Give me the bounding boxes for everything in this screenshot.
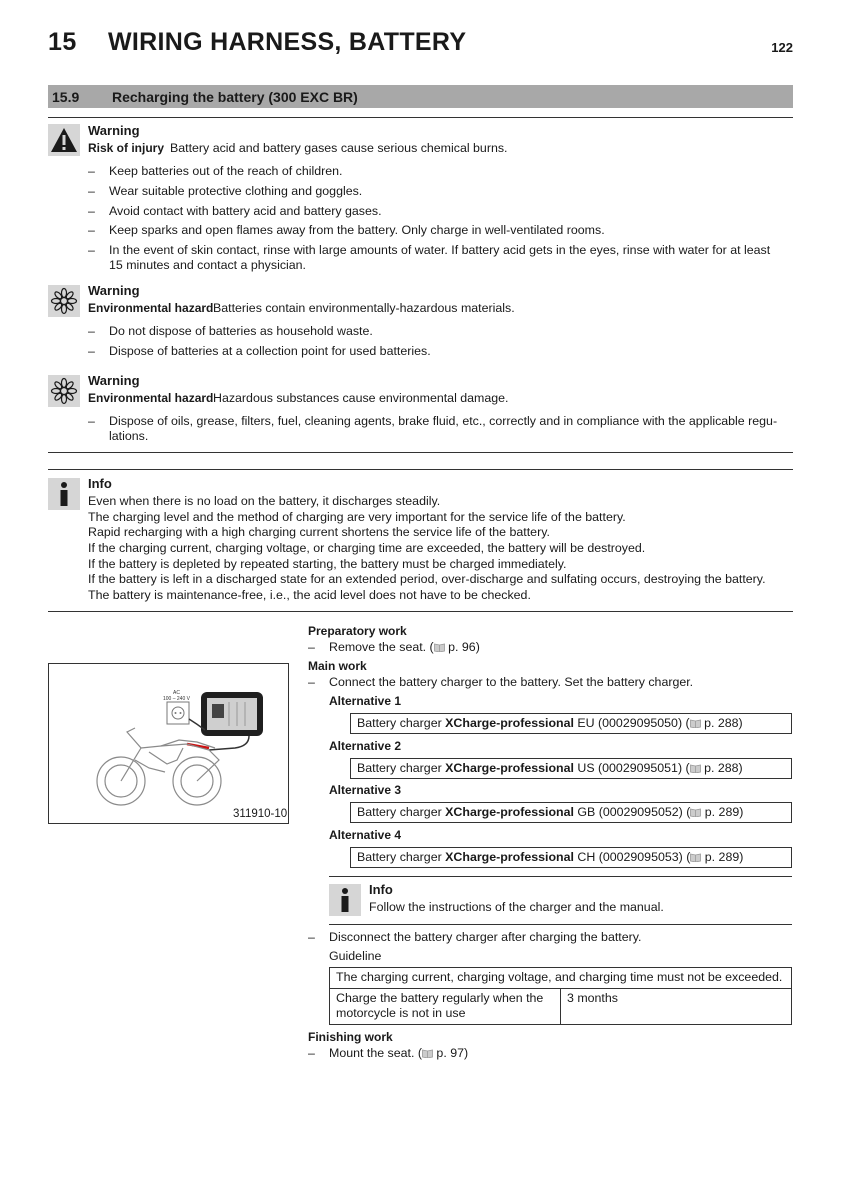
- alternative-label: Alternative 3: [329, 783, 402, 797]
- divider: [48, 469, 793, 470]
- list-item: In the event of skin contact, rinse with large amounts of water. If battery acid gets in the eyes, rinse with water for at least: [109, 243, 771, 257]
- list-dash: –: [88, 223, 95, 237]
- chapter-number: 15: [48, 28, 77, 56]
- charger-illustration: [49, 664, 288, 823]
- page-ref[interactable]: p. 288): [700, 761, 743, 775]
- hazard-text: Hazardous substances cause environmental damage.: [213, 391, 509, 405]
- main-step: Disconnect the battery charger after charging the battery.: [329, 930, 642, 944]
- section-title: Recharging the battery (300 EXC BR): [112, 89, 358, 105]
- voltage-label: 100 – 240 V: [163, 696, 190, 702]
- list-dash: –: [88, 344, 95, 358]
- prep-step-text: Remove the seat. (: [329, 640, 434, 654]
- list-item: Do not dispose of batteries as household waste.: [109, 324, 373, 338]
- info-line: The battery is maintenance-free, i.e., the acid level does not have to be checked.: [88, 588, 531, 602]
- main-step: Connect the battery charger to the battery. Set the battery charger.: [329, 675, 694, 689]
- guideline-label: Guideline: [329, 949, 382, 963]
- divider: [329, 924, 792, 925]
- charger-model: XCharge-professional: [445, 716, 574, 730]
- charger-text: Battery charger: [357, 850, 446, 864]
- list-dash: –: [88, 164, 95, 178]
- charger-code: EU (00029095050) (: [573, 716, 690, 730]
- list-item: Wear suitable protective clothing and goggles.: [109, 184, 363, 198]
- list-item-continued: lations.: [109, 429, 149, 443]
- hazard-text: Battery acid and battery gases cause serious chemical burns.: [170, 141, 508, 155]
- hazard-label: Environmental hazard: [88, 391, 214, 405]
- list-dash: –: [88, 243, 95, 257]
- divider: [48, 611, 793, 612]
- prep-step-ref[interactable]: p. 96): [444, 640, 480, 654]
- list-dash: –: [308, 930, 315, 944]
- info-line: Even when there is no load on the battery, it discharges steadily.: [88, 494, 441, 508]
- charger-code: US (00029095051) (: [573, 761, 690, 775]
- book-icon: [434, 641, 445, 650]
- finish-step-text: Mount the seat. (: [329, 1046, 422, 1060]
- list-dash: –: [308, 1046, 315, 1060]
- list-item: Dispose of oils, grease, filters, fuel, cleaning agents, brake fluid, etc., correctly and in compliance with the applicable regu-: [109, 414, 778, 428]
- finish-step: [329, 1046, 468, 1062]
- charger-option-row: [350, 802, 792, 823]
- table-label-line: motorcycle is not in use: [336, 1006, 466, 1021]
- list-dash: –: [88, 204, 95, 218]
- charger-code: CH (00029095053) (: [573, 850, 691, 864]
- alternative-label: Alternative 2: [329, 739, 402, 753]
- charger-model: XCharge-professional: [445, 850, 574, 864]
- info-line: If the battery is depleted by repeated starting, the battery must be charged immediately.: [88, 557, 567, 571]
- charger-model: XCharge-professional: [445, 761, 574, 775]
- ac-label: AC: [173, 690, 180, 696]
- list-item: Dispose of batteries at a collection point for used batteries.: [109, 344, 431, 358]
- divider: [329, 876, 792, 877]
- alternative-label: Alternative 1: [329, 694, 402, 708]
- charger-option-row: [350, 847, 792, 868]
- info-line: Rapid recharging with a high charging current shortens the service life of the battery.: [88, 525, 550, 539]
- info-icon: [48, 478, 80, 510]
- warning-title: Warning: [88, 123, 140, 138]
- charger-code: GB (00029095052) (: [573, 805, 691, 819]
- section-number: 15.9: [52, 89, 80, 105]
- list-item: Keep sparks and open flames away from the battery. Only charge in well-ventilated rooms.: [109, 223, 605, 237]
- info-line: If the battery is left in a discharged state for an extended period, over-discharge and sulfating occurs, destroying the battery.: [88, 572, 766, 586]
- charger-text: Battery charger: [357, 716, 446, 730]
- table-label-line: Charge the battery regularly when the: [336, 990, 544, 1005]
- chapter-title: WIRING HARNESS, BATTERY: [108, 28, 467, 56]
- info-title: Info: [88, 476, 112, 491]
- list-item-continued: 15 minutes and contact a physician.: [109, 258, 306, 272]
- warning-title: Warning: [88, 373, 140, 388]
- hazard-label: Risk of injury: [88, 141, 165, 155]
- list-item: Keep batteries out of the reach of children.: [109, 164, 343, 178]
- book-icon: [690, 760, 701, 769]
- finish-step-ref[interactable]: p. 97): [432, 1046, 469, 1060]
- info-line: If the charging current, charging voltage, or charging time are exceeded, the battery will be destroyed.: [88, 541, 646, 555]
- charger-text: Battery charger: [357, 761, 446, 775]
- guideline-table: [329, 967, 792, 1025]
- environment-flower-icon: [48, 285, 80, 317]
- book-icon: [690, 804, 701, 813]
- page-ref[interactable]: p. 289): [701, 850, 744, 864]
- prep-step: [329, 640, 480, 656]
- table-cell-value: 3 months: [561, 988, 792, 1024]
- figure-caption: 311910-10: [233, 808, 288, 820]
- info-line: The charging level and the method of charging are very important for the service life of the battery.: [88, 510, 626, 524]
- list-dash: –: [308, 640, 315, 654]
- preparatory-work-heading: Preparatory work: [308, 624, 407, 638]
- page-ref[interactable]: p. 288): [700, 716, 743, 730]
- main-work-heading: Main work: [308, 659, 367, 673]
- warning-triangle-icon: [48, 124, 80, 156]
- divider: [48, 452, 793, 453]
- table-header: The charging current, charging voltage, and charging time must not be exceeded.: [330, 968, 792, 989]
- info-title: Info: [369, 882, 393, 897]
- environment-flower-icon: [48, 375, 80, 407]
- alternative-label: Alternative 4: [329, 828, 402, 842]
- divider: [48, 117, 793, 118]
- hazard-text: Batteries contain environmentally-hazardous materials.: [213, 301, 515, 315]
- page-number: 122: [771, 40, 793, 55]
- charger-option-row: [350, 758, 792, 779]
- page-ref[interactable]: p. 289): [701, 805, 744, 819]
- charger-option-row: [350, 713, 792, 734]
- list-dash: –: [88, 184, 95, 198]
- book-icon: [690, 849, 701, 858]
- book-icon: [690, 715, 701, 724]
- warning-title: Warning: [88, 283, 140, 298]
- table-cell-label: [330, 988, 561, 1024]
- list-item: Avoid contact with battery acid and battery gases.: [109, 204, 382, 218]
- charger-model: XCharge-professional: [445, 805, 574, 819]
- figure-battery-charger: [48, 663, 289, 824]
- finishing-work-heading: Finishing work: [308, 1030, 393, 1044]
- list-dash: –: [308, 675, 315, 689]
- info-icon: [329, 884, 361, 916]
- list-dash: –: [88, 414, 95, 428]
- hazard-label: Environmental hazard: [88, 301, 214, 315]
- charger-text: Battery charger: [357, 805, 446, 819]
- list-dash: –: [88, 324, 95, 338]
- info-text: Follow the instructions of the charger and the manual.: [369, 900, 664, 914]
- book-icon: [422, 1047, 433, 1056]
